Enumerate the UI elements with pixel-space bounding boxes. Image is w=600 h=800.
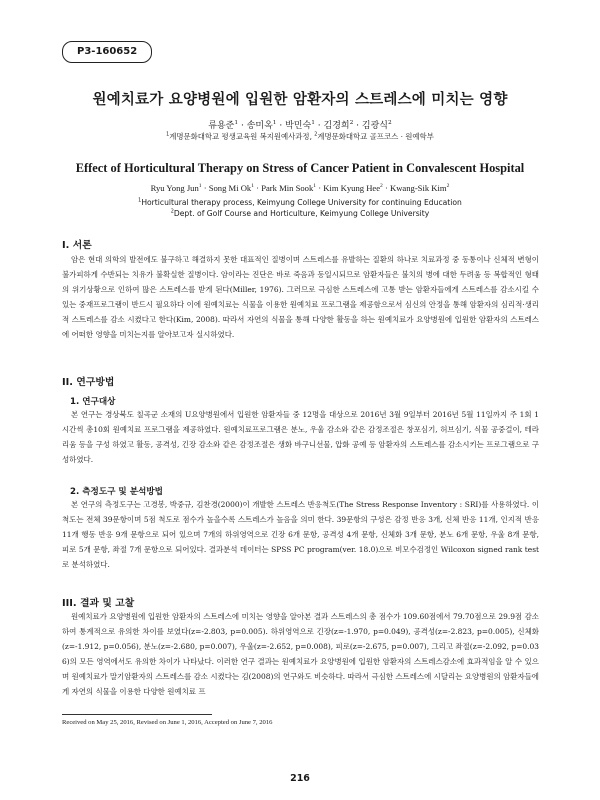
authors-korean: 류용준$^1$ · 송미옥$^1$ · 박민숙$^1$ · 김경희$^2$ · 김광식$^2$ [208,120,392,131]
affil-kr-text-1: 계명문화대학교 평생교육원 복지원예사과정, [169,132,312,141]
title-korean: 원예치료가 요양병원에 입원한 암환자의 스트레스에 미치는 영향 [92,92,508,108]
measures-paragraph: 본 연구의 측정도구는 고경봉, 박중규, 김찬경(2000)이 개발한 스트레스 반응척도(The Stress Response Inventory : SRI)를 사용하였다. 이 척도는 전체 39문항이며 5점 척도로 점수가 높을수록 스트레스가 높음을 의미 한다. 39문항의 구성은 감정 반응 3개, 신체 반응 11개, 인지적 반응 11개 행동 반응 9개 문항으로 되어 있으며 7개의 하위영역으로 긴장 6개 문항, 공격성 4개 문항, 신체화 3개 문항, 분노 6개 문항, 우울 8개 문항, 피로 5개 문항, 좌절 7개 문항으로 되어있다. 결과분석 데이터는 SPSS PC program(ver. 18.0)으로 비모수검정인 Wilcoxon signed rank test로 분석하였다. [62,500,539,569]
affil-en-1-text: Horticultural therapy process, Keimyung College University for continuing Education [141,198,462,207]
author-kr-1: 류용준 [208,121,235,131]
author-kr-3-sup: 1 [311,120,315,126]
intro-paragraph: 암은 현대 의학의 발전에도 불구하고 해결하지 못한 대표적인 질병이며 스트레스를 유발하는 질환의 하나로 치료과정 중 동통이나 신체적 변형이 불가피하게 수반되는 치유가 불확실한 질병이다. 암이라는 진단은 바로 죽음과 동일시되므로 암환자들은 불치의 병에 대한 두려움 등 복합적인 형태의 위기상황으로 인하여 많은 스트레스를 받게 된다(Miller, 1976). 그러므로 극심한 스트레스에 고통 받는 암환자들에게 스트레스를 감소시킬 수 있는 중재프로그램이 반드시 필요하다 이에 원예치료는 식물을 이용한 원예치료 프로그램을 제공함으로서 심신의 안정을 통해 암환자의 심리적·생리적 스트레스를 감소 시켰다고 한다(Kim, 2008). 따라서 자연의 식물을 통해 다양한 활동을 하는 원예치료가 요양병원에 입원한 암환자의 스트레스에 어떠한 영향을 미치는지를 알아보고자 실시하였다. [62,255,539,339]
authors-english: Ryu Yong Jun$^1$ · Song Mi $Ok^1$ · Park Min Sook$^1$ · Kim Kyung Hee$^2$ · Kwang-Sik Kim$^2$ [150,183,450,193]
author-kr-3: 박민숙 [285,121,312,131]
affil-kr-text-2: 계명문화대학교 골프코스 · 원예학부 [317,132,434,141]
abstract-code-badge: P3-160652 [62,41,152,63]
section-heading-intro: I. 서론 [62,240,92,251]
subjects-paragraph: 본 연구는 경상북도 칠곡군 소재의 U요양병원에서 입원한 암환자들 중 12명을 대상으로 2016년 3월 9일부터 2016년 5월 11일까지 주 1회 1시간씩 총10회 원예치료 프로그램을 제공하였다. 원예치료프로그램은 분노, 우울 감소와 같은 감정조절은 창포심기, 허브심기, 식물 공중걸이, 테라리움 등을 구성 하였고 활동, 공격성, 긴장 감소와 같은 감정조절은 생화 바구니선물, 압화 공예 등 암환자의 스트레스를 감소시키는 프로그램으로 구성하였다. [62,410,539,464]
results-paragraph: 원예치료가 요양병원에 입원한 암환자의 스트레스에 미치는 영향을 알아본 결과 스트레스의 총 점수가 109.60점에서 79.70점으로 29.9점 감소하여 통계적으로 유의한 차이를 보였다(z=-2.803, p=0.005). 하위영역으로 긴장(z=-1.970, p=0.049), 공격성(z=-2.823, p=0.005), 신체화(z=-1.912, p=0.056), 분노(z=-2.680, p=0.007), 우울(z=-2.652, p=0.008), 피로(z=-2.675, p=0.007), 그리고 좌절(z=-2.092, p=0.036)의 모든 영역에서도 유의한 차이가 나타났다. 이러한 연구 결과는 원예치료가 요양병원에 입원한 암환자의 스트레스감소에 효과적임을 알 수 있으며 원예치료가 말기암환자의 스트레스를 감소 시켰다는 김(2008)의 연구와도 비슷하다. 따라서 극심한 스트레스에 시달리는 요양병원의 암환자들에게 자연의 식물을 이용한 다양한 원예치료 프 [62,612,539,696]
author-kr-4-sup: 2 [349,120,354,126]
author-en-1: Ryu Yong Jun [150,183,199,193]
section-heading-methods: II. 연구방법 [62,377,115,388]
section-heading-results: III. 결과 및 고찰 [62,598,135,609]
author-kr-2-sup: 1 [272,120,277,126]
author-en-2: Song Mi Ok [208,183,252,193]
affil-en-2-text: Dept. of Golf Course and Horticulture, Keimyung College University [173,209,430,218]
author-kr-2: 송미옥 [246,121,273,131]
author-en-3: Park Min Sook [261,183,314,193]
affiliation-english-1 [30,198,570,207]
footnote-divider [62,714,212,715]
affil-kr-sup-2: 2 [314,132,318,138]
page-number: 216 [290,773,310,784]
author-kr-1-sup: 1 [234,120,239,126]
author-kr-5: 김광식 [361,121,388,131]
received-footnote: Received on May 25, 2016, Revised on June 1, 2016, Accepted on June 7, 2016 [62,719,273,726]
author-en-5-sup: 2 [446,183,450,190]
affil-en-1-sup: 1 [138,197,142,204]
affiliation-korean [40,131,560,142]
author-en-3-sup: 1 [313,183,317,190]
affiliation-english-2 [30,209,570,218]
author-kr-4: 김경희 [323,121,350,131]
author-en-4: Kim Kyung Hee [323,183,381,193]
title-english: Effect of Horticultural Therapy on Stress of Cancer Patient in Convalescent Hospital [75,161,525,175]
subheading-measures: 2. 측정도구 및 분석방법 [70,487,163,497]
affil-kr-sup-1: 1 [166,132,170,138]
author-en-5: Kwang-Sik Kim [390,183,447,193]
author-kr-5-sup: 2 [388,120,392,126]
author-en-4-sup: 2 [380,183,383,190]
author-en-2-sup: 1 [251,183,255,190]
author-en-1-sup: 1 [198,183,202,190]
affil-en-2-sup: 2 [170,208,174,215]
subheading-subjects: 1. 연구대상 [70,397,116,407]
